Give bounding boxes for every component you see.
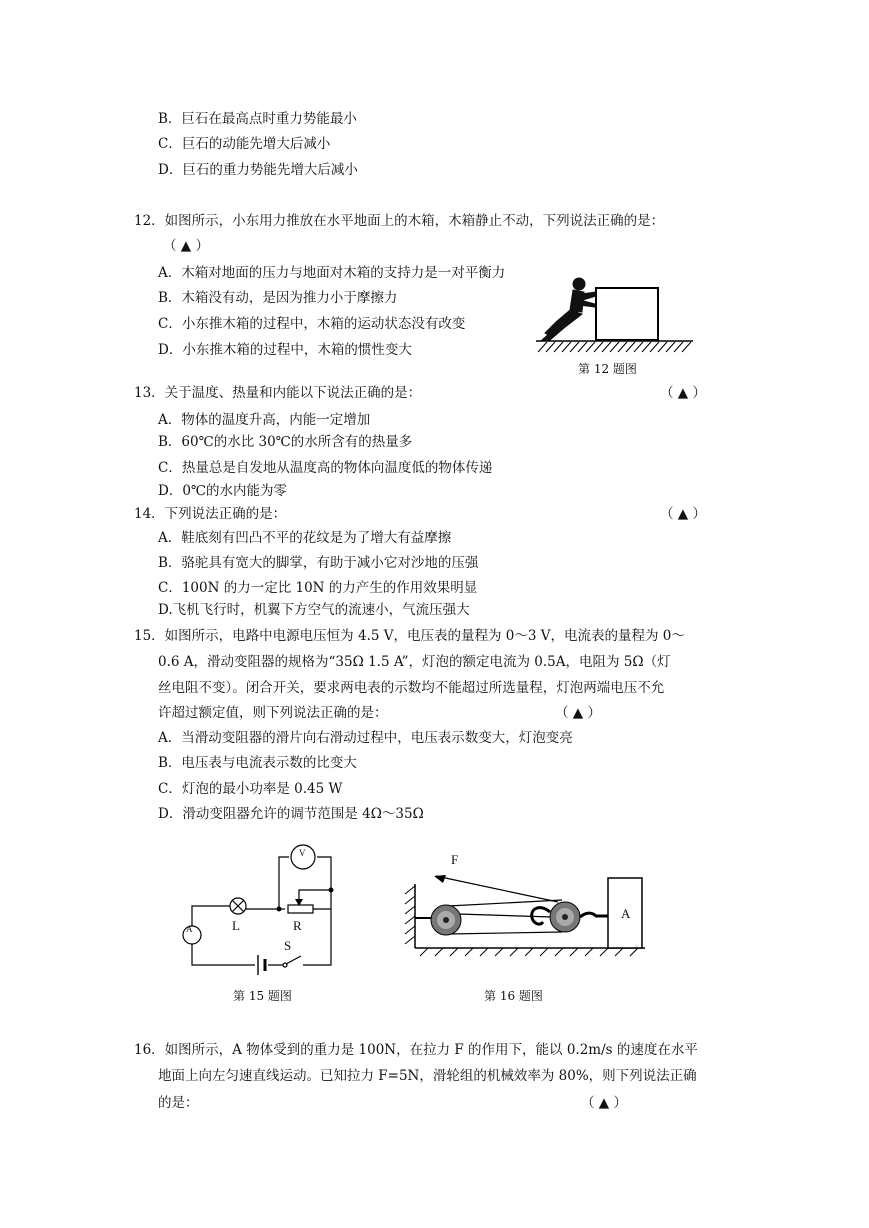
q16-answer-mark: （ ▲ ） — [581, 1095, 627, 1111]
lamp-icon — [230, 898, 246, 914]
q12-option-b: B．木箱没有动，是因为推力小于摩擦力 — [158, 290, 398, 306]
switch-icon — [283, 956, 301, 967]
q14-option-b: B．骆驼具有宽大的脚掌，有助于减小它对沙地的压强 — [158, 555, 479, 571]
q16-caption: 第 16 题图 — [484, 989, 543, 1003]
q15-option-a: A．当滑动变阻器的滑片向右滑动过程中，电压表示数变大，灯泡变亮 — [158, 730, 573, 746]
lamp-label: L — [232, 918, 240, 933]
q16-stem-line-3: 的是： — [158, 1095, 199, 1111]
voltmeter-label: V — [299, 848, 306, 858]
q13-option-c: C．热量总是自发地从温度高的物体向温度低的物体传递 — [158, 460, 493, 476]
object-a-label: A — [621, 906, 631, 921]
q15-stem-line-1: 15．如图所示，电路中电源电压恒为 4.5 V，电压表的量程为 0～3 V，电流表的量程为 0～ — [134, 628, 685, 644]
q14-option-d: D.飞机飞行时，机翼下方空气的流速小，气流压强大 — [158, 602, 470, 618]
q14-option-c: C．100N 的力一定比 10N 的力产生的作用效果明显 — [158, 580, 478, 596]
q15-stem-line-3: 丝电阻不变）。闭合开关，要求两电表的示数均不能超过所选量程，灯泡两端电压不允 — [158, 680, 665, 696]
q15-answer-mark: （ ▲ ） — [555, 705, 601, 721]
q15-stem-line-4: 许超过额定值，则下列说法正确的是： — [158, 705, 388, 721]
q12-answer-mark: （ ▲ ） — [163, 238, 209, 254]
q14-option-a: A．鞋底刻有凹凸不平的花纹是为了增大有益摩擦 — [158, 530, 452, 546]
q12-option-c: C．小东推木箱的过程中，木箱的运动状态没有改变 — [158, 316, 466, 332]
q15-option-d: D．滑动变阻器允许的调节范围是 4Ω～35Ω — [158, 806, 424, 822]
q15-circuit-figure — [175, 840, 355, 975]
q13-answer-mark: （ ▲ ） — [660, 385, 706, 401]
q13-option-a: A．物体的温度升高，内能一定增加 — [158, 412, 371, 428]
q16-pulley-figure — [400, 860, 650, 960]
q16-stem-line-2: 地面上向左匀速直线运动。已知拉力 F=5N，滑轮组的机械效率为 80%，则下列说法正确 — [158, 1068, 697, 1084]
q15-stem-line-2: 0.6 A，滑动变阻器的规格为“35Ω 1.5 A”，灯泡的额定电流为 0.5A，电阻为 5Ω（灯 — [158, 654, 671, 670]
battery-icon — [258, 955, 265, 975]
q11-option-d: D．巨石的重力势能先增大后减小 — [158, 162, 358, 178]
q15-option-b: B．电压表与电流表示数的比变大 — [158, 755, 357, 771]
q14-stem: 14．下列说法正确的是： — [134, 506, 287, 522]
q13-option-b: B．60℃的水比 30℃的水所含有的热量多 — [158, 434, 413, 450]
rheostat-label: R — [293, 918, 302, 933]
q12-figure — [530, 270, 700, 360]
ammeter-label: A — [186, 924, 193, 934]
q11-option-b: B．巨石在最高点时重力势能最小 — [158, 111, 357, 127]
q12-option-a: A．木箱对地面的压力与地面对木箱的支持力是一对平衡力 — [158, 265, 506, 281]
q14-answer-mark: （ ▲ ） — [660, 506, 706, 522]
q13-option-d: D．0℃的水内能为零 — [158, 483, 288, 499]
fixed-pulley-icon — [415, 905, 461, 935]
force-f-label: F — [451, 852, 459, 867]
switch-label: S — [284, 938, 292, 953]
q16-stem-line-1: 16．如图所示，A 物体受到的重力是 100N，在拉力 F 的作用下，能以 0.2m/s 的速度在水平 — [134, 1042, 698, 1058]
q13-stem: 13．关于温度、热量和内能以下说法正确的是： — [134, 385, 422, 401]
q12-stem: 12．如图所示，小东用力推放在水平地面上的木箱，木箱静止不动，下列说法正确的是： — [134, 213, 665, 229]
person-silhouette — [542, 278, 596, 340]
q12-option-d: D．小东推木箱的过程中，木箱的惯性变大 — [158, 342, 412, 358]
q12-caption: 第 12 题图 — [578, 362, 637, 376]
q15-option-c: C．灯泡的最小功率是 0.45 W — [158, 781, 343, 797]
q15-caption: 第 15 题图 — [233, 989, 292, 1003]
q11-option-c: C．巨石的动能先增大后减小 — [158, 136, 331, 152]
rheostat-icon — [288, 905, 313, 913]
